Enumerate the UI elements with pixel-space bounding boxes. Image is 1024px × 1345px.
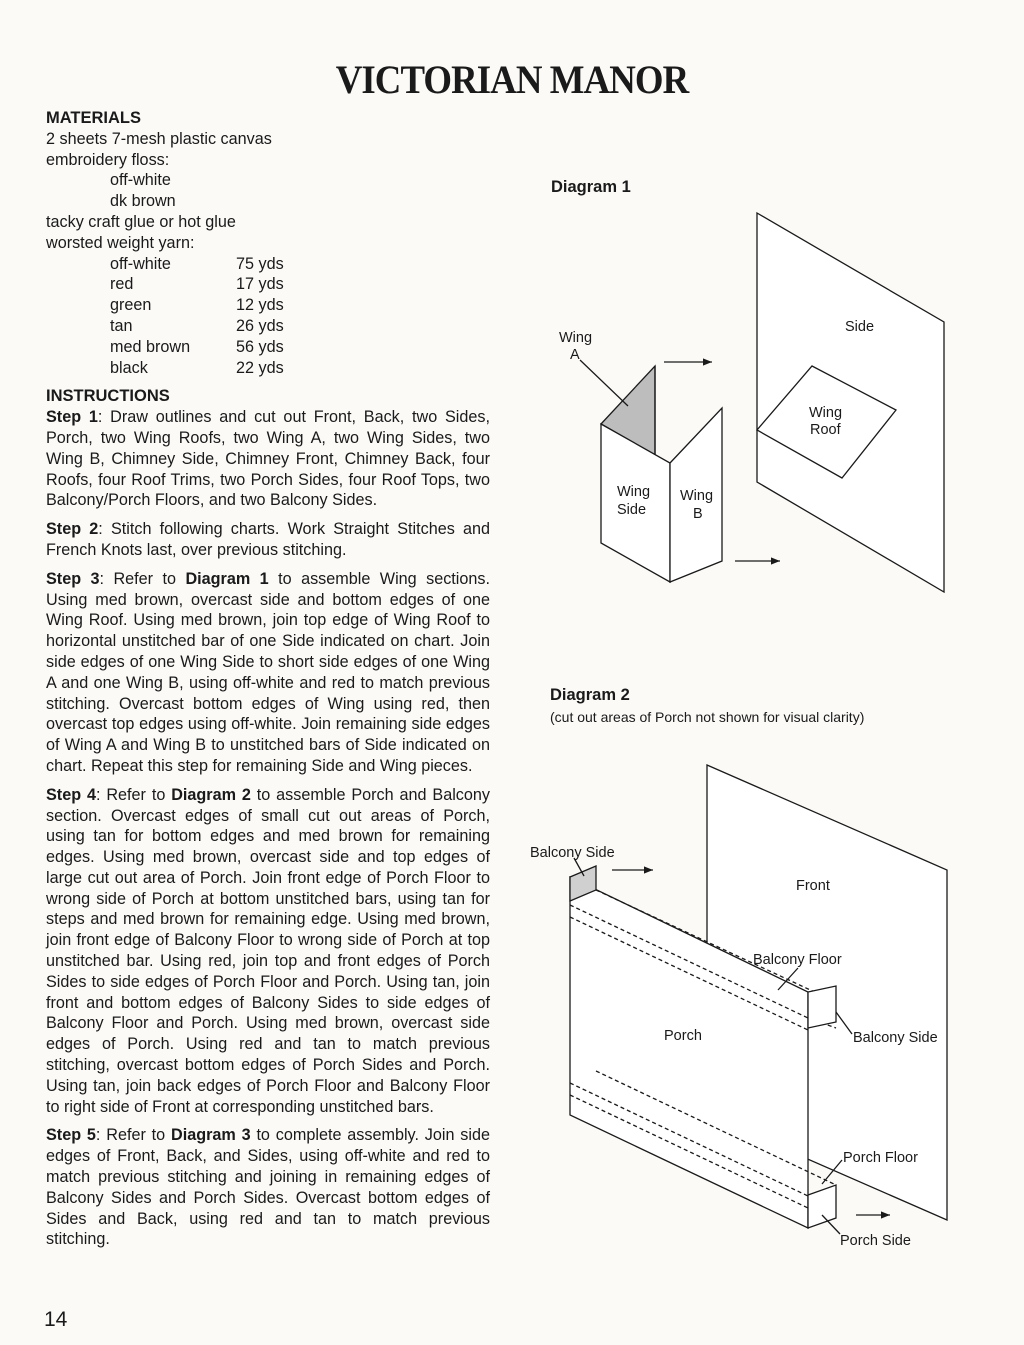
step-text: to complete assembly. Join side edges of Front, Back, and Sides, using off-white and red to match previous stitching and joining in remaining edges of Balcony Sides and Porch Sides. Overcast bottom edges of Sides and Back, using red and tan to match previous stitching.	[46, 1126, 490, 1249]
label-balcony-floor: Balcony Floor	[753, 952, 842, 968]
label-balcony-side-top: Balcony Side	[530, 845, 615, 861]
label-porch: Porch	[664, 1028, 702, 1044]
label-balcony-side-right: Balcony Side	[853, 1030, 938, 1046]
porch-side	[808, 1185, 836, 1228]
page-title: VICTORIAN MANOR	[335, 57, 689, 102]
floss-item: off-white	[110, 171, 171, 190]
yarn-color: tan	[110, 316, 133, 335]
materials-canvas: 2 sheets 7-mesh plastic canvas	[46, 129, 272, 148]
step-text: : Refer to	[95, 1126, 171, 1145]
floss-item: dk brown	[110, 192, 176, 211]
step-text: to assemble Porch and Balcony section. Overcast edges of small cut out areas of Porch, using tan for bottom edges and med brown for remaining edges. Using med brown, overcast side and top edges of large cut out area of Porch. Join front edge of Porch Floor to wrong side of Porch at bottom unstitched bars, using tan for steps and med brown for remaining edge. Using med brown, join front edge of Balcony Floor to wrong side of Porch at top unstitched bar. Using red, join top and front edges of Porch Sides to side edges of Porch Floor and Porch. Using tan, join front and bottom edges of Balcony Sides to side edges of Balcony Floor and Porch. Using med brown, overcast side edges of Porch. Using red and tan to match previous stitching, overcast bottom edges of Porch Sides and Porch. Using tan, join back edges of Porch Floor and Balcony Floor to right side of Front at corresponding unstitched bars.	[46, 785, 490, 1116]
diagram-1	[540, 200, 960, 620]
diagram-2-heading: Diagram 2	[550, 686, 630, 704]
label-porch-side: Porch Side	[840, 1233, 911, 1249]
step-label: Step 2	[46, 520, 99, 539]
materials-floss-label: embroidery floss:	[46, 150, 170, 169]
yarn-color: green	[110, 296, 152, 315]
yarn-row	[46, 274, 490, 295]
step-5	[46, 1125, 490, 1250]
yarn-color: black	[110, 358, 148, 377]
label-wing-side: Wing	[617, 484, 651, 500]
yarn-row	[46, 316, 490, 337]
step-label: Step 1	[46, 408, 98, 427]
diagram-ref: Diagram 1	[185, 569, 269, 588]
diagram-1-heading-block	[551, 178, 631, 197]
step-2	[46, 519, 490, 561]
yarn-color: med brown	[110, 337, 191, 356]
step-3	[46, 569, 490, 777]
instructions-heading: INSTRUCTIONS	[46, 387, 170, 406]
yarn-row	[46, 295, 490, 316]
step-label: Step 3	[46, 569, 100, 588]
step-label: Step 5	[46, 1126, 96, 1145]
label-front: Front	[796, 878, 830, 894]
step-text: : Refer to	[95, 785, 172, 804]
materials-yarn-label: worsted weight yarn:	[46, 233, 195, 252]
label-wing-side: Side	[617, 502, 647, 518]
materials-glue: tacky craft glue or hot glue	[46, 212, 236, 231]
step-text: to assemble Wing sections. Using med brown, overcast side and bottom edges of one Wing Roof. Using med brown, join top edge of Wing Roof to horizontal unstitched bar of one Side indicated on chart. Join side edges of one Wing Side to short side edges of one Wing A and one Wing B, using off-white and red to match previous stitching. Overcast bottom edges of Wing using red, then overcast top edges using off-white. Join remaining side edges of Wing A and Wing B to unstitched bars of Side indicated on chart. Repeat this step for remaining Side and Wing pieces.	[46, 569, 491, 775]
label-wing-roof: Wing	[809, 405, 843, 421]
step-text: : Stitch following charts. Work Straight Stitches and French Knots last, over previous stitching.	[46, 520, 490, 559]
yarn-color: off-white	[110, 254, 171, 273]
label-wing-b: Wing	[680, 488, 714, 504]
yarn-amount: 56 yds	[236, 337, 284, 356]
yarn-amount: 22 yds	[236, 358, 284, 377]
step-label: Step 4	[46, 785, 96, 804]
label-side: Side	[845, 319, 875, 335]
yarn-row	[46, 337, 490, 358]
step-text: : Refer to	[99, 569, 186, 588]
yarn-row	[46, 254, 490, 275]
label-wing-b: B	[693, 506, 703, 522]
diagram-ref: Diagram 2	[171, 785, 251, 804]
page-number: 14	[44, 1308, 68, 1331]
materials-heading: MATERIALS	[46, 109, 142, 127]
step-1	[46, 407, 490, 511]
yarn-row	[46, 358, 490, 379]
yarn-amount: 17 yds	[236, 275, 284, 294]
balcony-side-right	[808, 986, 836, 1028]
yarn-amount: 26 yds	[236, 316, 284, 335]
yarn-color: red	[110, 275, 134, 294]
label-porch-floor: Porch Floor	[843, 1150, 918, 1166]
text-column	[46, 108, 490, 1258]
yarn-amount: 12 yds	[236, 296, 284, 315]
label-wing-a: A	[570, 347, 580, 363]
diagram-2	[520, 750, 960, 1260]
diagram-1-heading: Diagram 1	[551, 178, 631, 196]
diagram-ref: Diagram 3	[171, 1126, 251, 1145]
step-text: : Draw outlines and cut out Front, Back, two Sides, Porch, two Wing Roofs, two Wing A, two Wing Sides, two Wing B, Chimney Side, Chimney Front, Chimney Back, four Roofs, four Roof Trims, two Porch Sides, four Roof Tops, two Balcony/Porch Floors, and two Balcony Sides.	[46, 408, 490, 510]
label-wing-roof: Roof	[810, 422, 841, 438]
wing-a-leader	[580, 360, 628, 406]
diagram-2-note: (cut out areas of Porch not shown for visual clarity)	[550, 709, 865, 725]
label-wing-a: Wing	[559, 330, 593, 346]
yarn-amount: 75 yds	[236, 254, 284, 273]
diagram-2-heading-block	[550, 686, 980, 725]
step-4	[46, 785, 490, 1118]
